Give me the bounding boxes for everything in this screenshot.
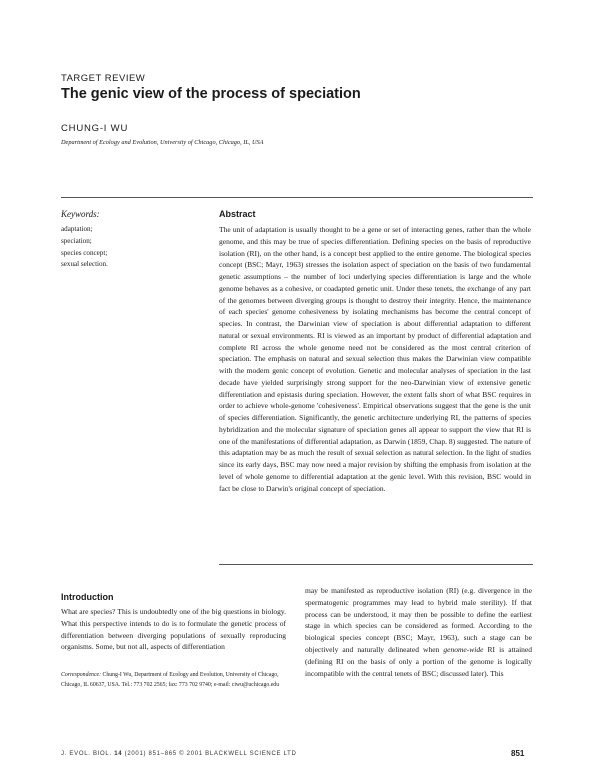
keyword-item: species concept; (61, 248, 108, 257)
keyword-item: sexual selection. (61, 260, 108, 269)
intro-col2-emphasis: genome-wide (443, 644, 484, 654)
footer-journal-suffix: (2001) 851–865 © 2001 BLACKWELL SCIENCE LTD (122, 751, 297, 757)
page-number: 851 (511, 749, 525, 758)
top-divider (61, 197, 533, 198)
keywords-list (61, 224, 108, 271)
footer-journal-prefix: J. EVOL. BIOL. (61, 751, 115, 757)
correspondence-label: Correspondence: (61, 672, 102, 678)
author-affiliation: Department of Ecology and Evolution, University of Chicago, Chicago, IL, USA (61, 139, 264, 146)
intro-col2-text-a: may be manifested as reproductive isolation (RI) (e.g. divergence in the spermatogenic programmes may lead to hybrid male sterility). If that process can be understood, it may then be possible to define the earliest stage in which species can be considered as formed. According to the biological species concept (BSC; Mayr, 1963), such a stage can be objectively and naturally delineated when (305, 586, 532, 654)
abstract-heading: Abstract (219, 209, 256, 219)
keyword-item: speciation; (61, 236, 92, 245)
keywords-heading: Keywords: (61, 209, 100, 219)
footer-volume: 14 (114, 751, 123, 757)
correspondence-note (61, 670, 286, 690)
keyword-item: adaptation; (61, 225, 93, 233)
author-name: CHUNG-I WU (61, 123, 129, 134)
abstract-bottom-divider (219, 564, 533, 565)
introduction-heading: Introduction (61, 592, 114, 602)
section-label: TARGET REVIEW (61, 73, 146, 84)
article-title: The genic view of the process of speciation (61, 86, 361, 102)
introduction-column-1: What are species? This is undoubtedly one of the big questions in biology. What this perspective intends to do is to formulate the genetic process of differentiation between diverging populations of sexually reproducing organisms. Some, but not all, aspects of differentiation (61, 607, 286, 652)
footer-journal-citation (61, 751, 297, 757)
abstract-text: The unit of adaptation is usually thought to be a gene or set of interacting genes, rather than the whole genome, and this may be true of species differentiation. Defining species on the basis of reproductive isolation (RI), on the other hand, is a concept best applied to the entire genome. The biological species concept (BSC; Mayr, 1963) stresses the isolation aspect of speciation on the basis of two fundamental genetic assumptions – the number of loci underlying species differentiation is large and the whole genome behaves as a cohesive, or coadapted genetic unit. Under these tenets, the exchange of any part of the genomes between diverging groups is thought to destroy their integrity. Hence, the maintenance of each species' genome cohesiveness by isolating mechanisms has become the central concept of species. In contrast, the Darwinian view of speciation is about differential adaptation to different natural or sexual environments. RI is viewed as an important by product of differential adaptation and complete RI across the whole genome need not be considered as the most central criterion of speciation. The emphasis on natural and sexual selection thus makes the Darwinian view compatible with the modern genic concept of evolution. Genetic and molecular analyses of speciation in the last decade have yielded surprisingly strong support for the neo-Darwinian view of extensive genetic differentiation and epistasis during speciation. However, the extent falls short of what BSC requires in order to achieve whole-genome 'cohesiveness'. Empirical observations suggest that the gene is the unit of species differentiation. Significantly, the genetic architecture underlying RI, the patterns of species hybridization and the molecular signature of speciation genes all appear to support the view that RI is one of the manifestations of differential adaptation, as Darwin (1859, Chap. 8) suggested. The nature of this adaptation may be as much the result of sexual selection as natural selection. In the light of studies since its early days, BSC may now need a major revision by shifting the emphasis from isolation at the level of whole genome to differential adaptation at the genic level. With this revision, BSC would in fact be close to Darwin's original concept of speciation. (219, 225, 531, 493)
intro-col2-text-b: RI is attained (defining RI on the basis of only a portion of the genome is logically incompatible with the central tenets of BSC; discussed later). This (305, 644, 532, 678)
introduction-column-2 (305, 585, 532, 679)
correspondence-text: Chung-I Wu, Department of Ecology and Evolution, University of Chicago, Chicago, IL 60637, USA. Tel.: 773 702 2565; fax: 773 702 9740; e-mail: ciwu@uchicago.edu (61, 672, 280, 688)
